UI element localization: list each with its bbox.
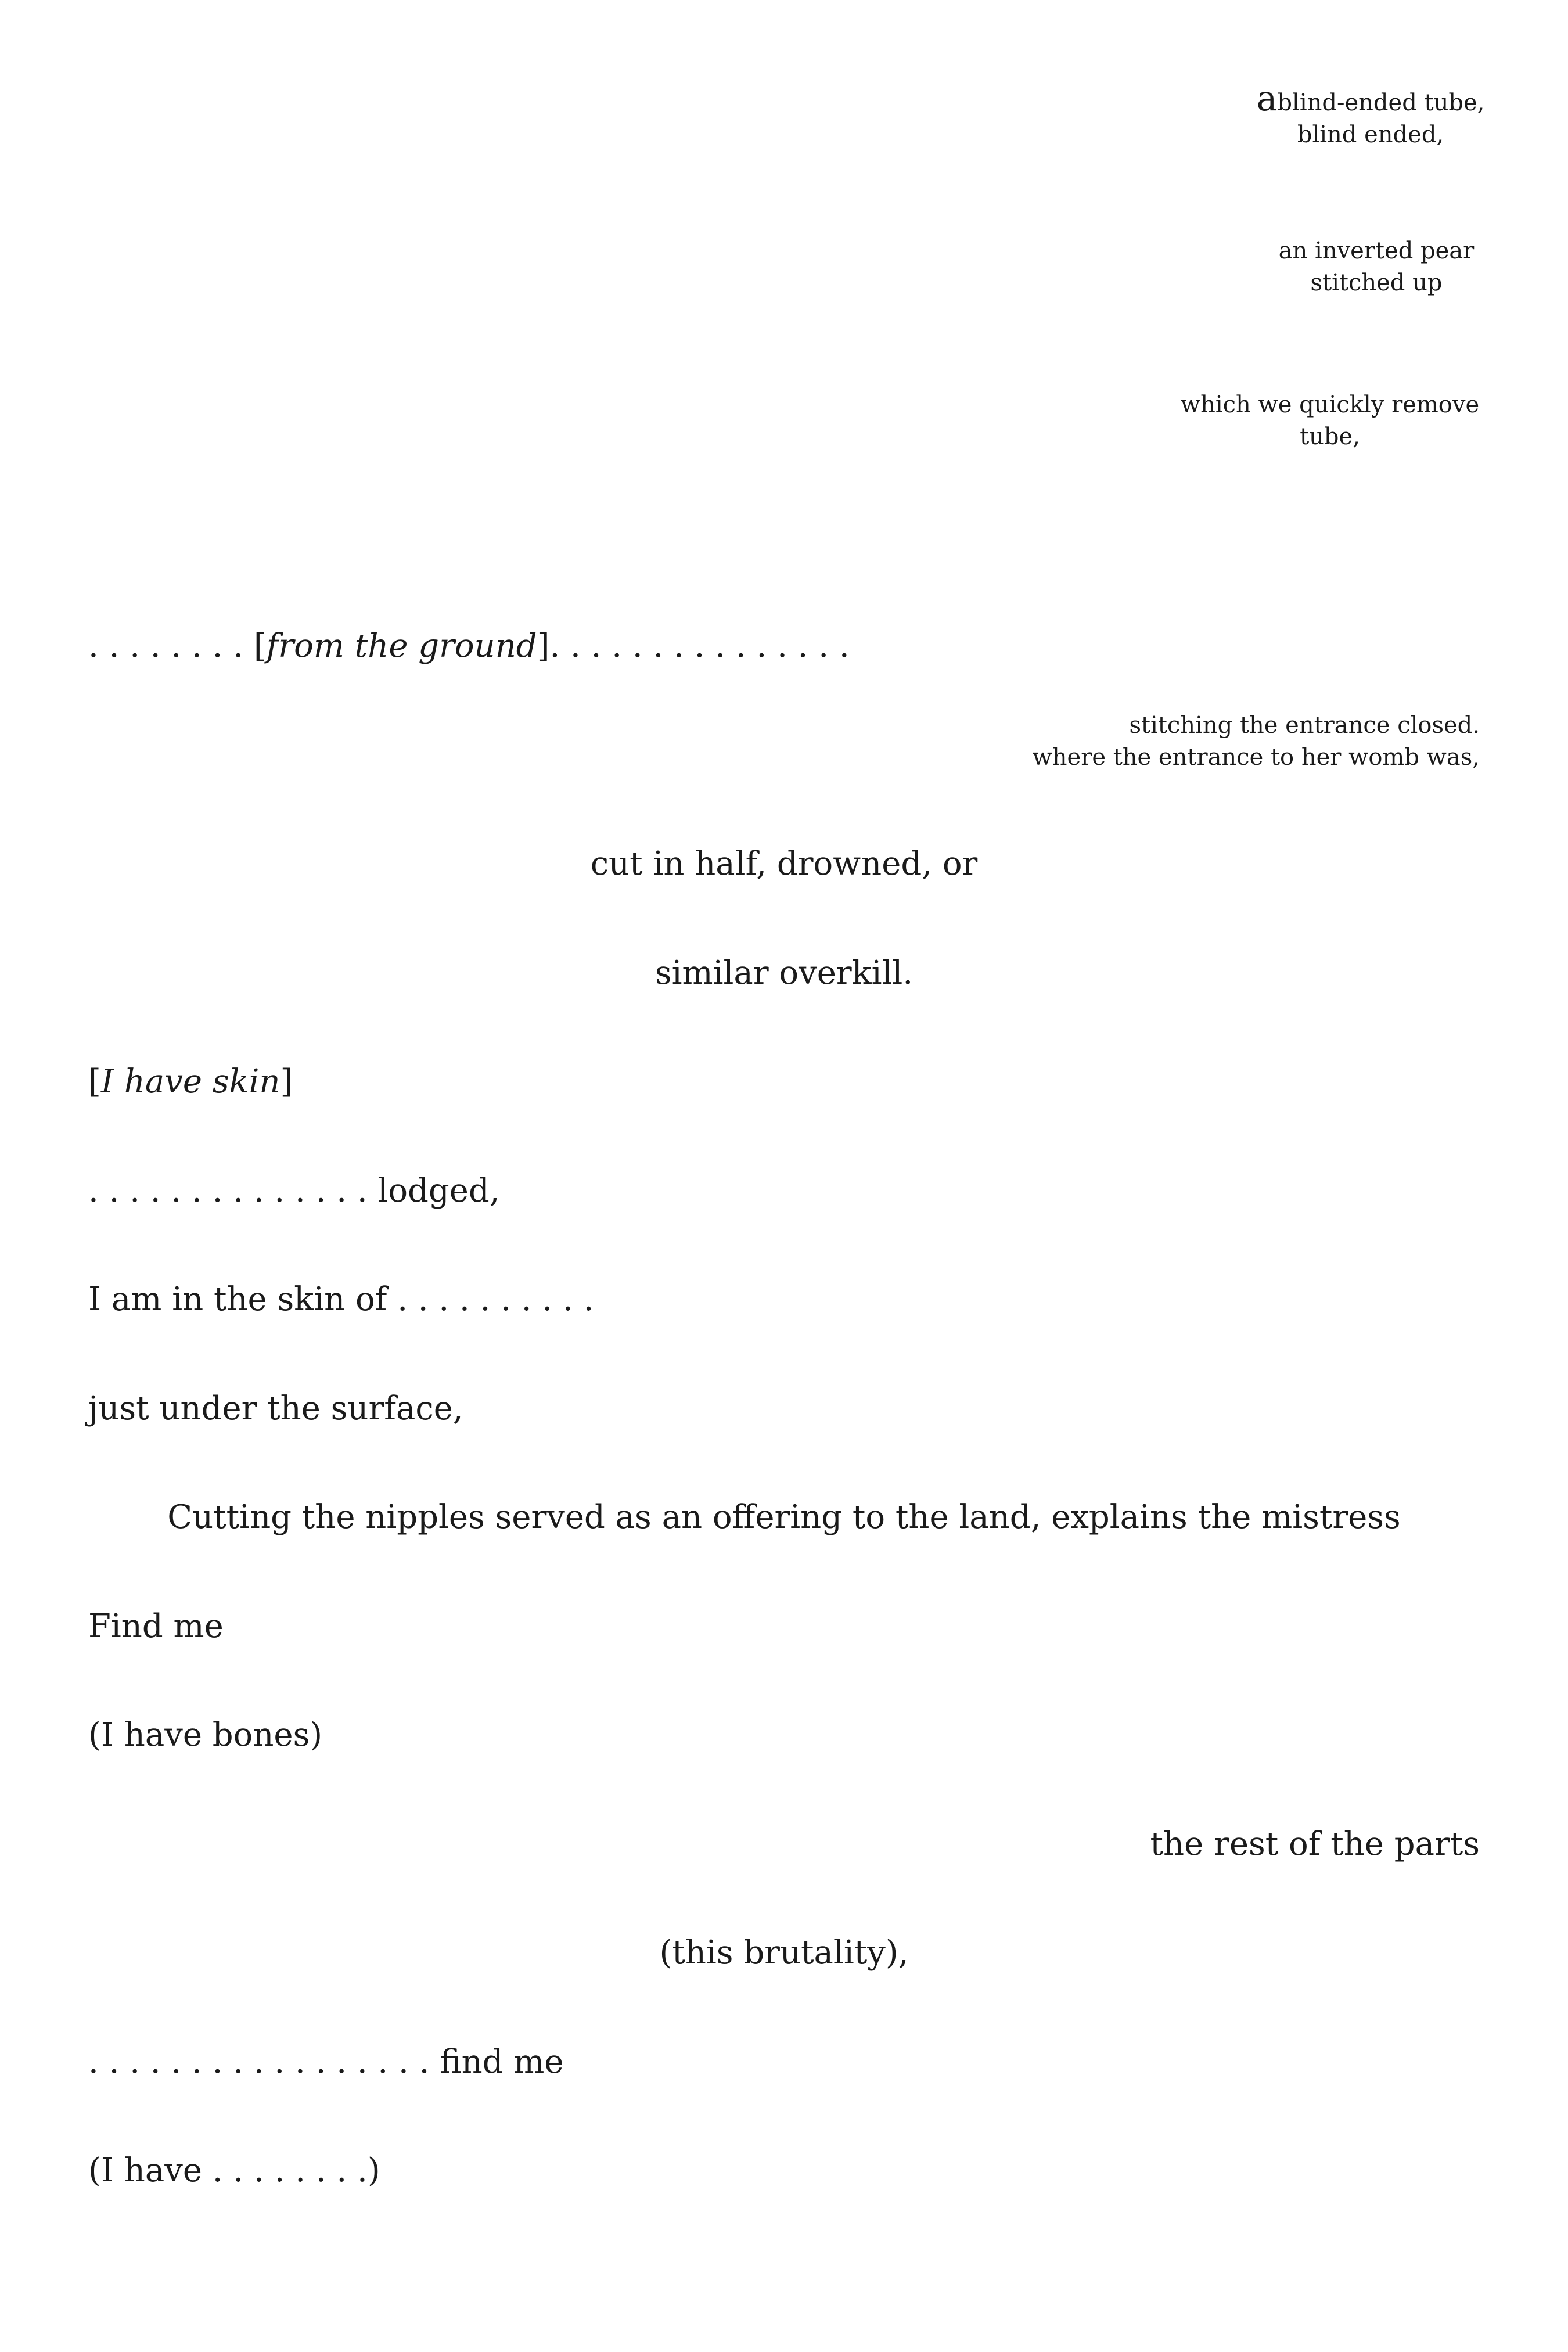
poem-line-i-have-dots: (I have . . . . . . . .) <box>88 2152 380 2189</box>
italic-phrase: from the ground <box>266 627 537 665</box>
poem-line-find-me: Find me <box>88 1607 224 1645</box>
italic-phrase: I have skin <box>100 1063 280 1101</box>
margin-note-stitching-entrance <box>957 710 1480 774</box>
poem-line-cut-in-half: cut in half, drowned, or <box>590 845 978 883</box>
margin-note-blind-ended-tube <box>1249 78 1493 151</box>
poem-line-find-me-dots: . . . . . . . . . . . . . . . . . find me <box>88 2043 564 2081</box>
poem-line-similar-overkill: similar overkill. <box>654 954 914 992</box>
poem-line-lodged: . . . . . . . . . . . . . . lodged, <box>88 1172 500 1210</box>
poem-line-from-the-ground: . . . . . . . . [from the ground]. . . . . . . . . . . . . . . <box>88 627 850 665</box>
margin-note-line: ablind-ended tube, <box>1256 78 1485 119</box>
poem-line-nipples: Cutting the nipples served as an offering to the land, explains the mistress <box>167 1498 1401 1536</box>
margin-note-line: blind ended, <box>1297 121 1444 148</box>
poem-line-in-the-skin: I am in the skin of . . . . . . . . . . <box>88 1281 594 1318</box>
poem-line-under-surface: just under the surface, <box>88 1390 463 1427</box>
poem-line-bones: (I have bones) <box>88 1716 323 1754</box>
poem-line-brutality: (this brutality), <box>659 1934 909 1972</box>
initial-letter: a <box>1256 78 1278 119</box>
margin-note-line: an inverted pear <box>1278 238 1475 264</box>
margin-note-line: where the entrance to her womb was, <box>1032 744 1480 771</box>
margin-note-line: which we quickly remove <box>1180 391 1480 418</box>
margin-note-inverted-pear <box>1260 235 1493 299</box>
margin-note-line: stitching the entrance closed. <box>1129 712 1480 739</box>
poem-line-i-have-skin: [I have skin] <box>88 1063 293 1101</box>
margin-note-line: stitched up <box>1310 269 1443 296</box>
margin-note-line: tube, <box>1300 423 1360 450</box>
poem-line-rest-of-parts: the rest of the parts <box>1150 1825 1480 1863</box>
margin-note-quickly-remove <box>1179 389 1481 453</box>
